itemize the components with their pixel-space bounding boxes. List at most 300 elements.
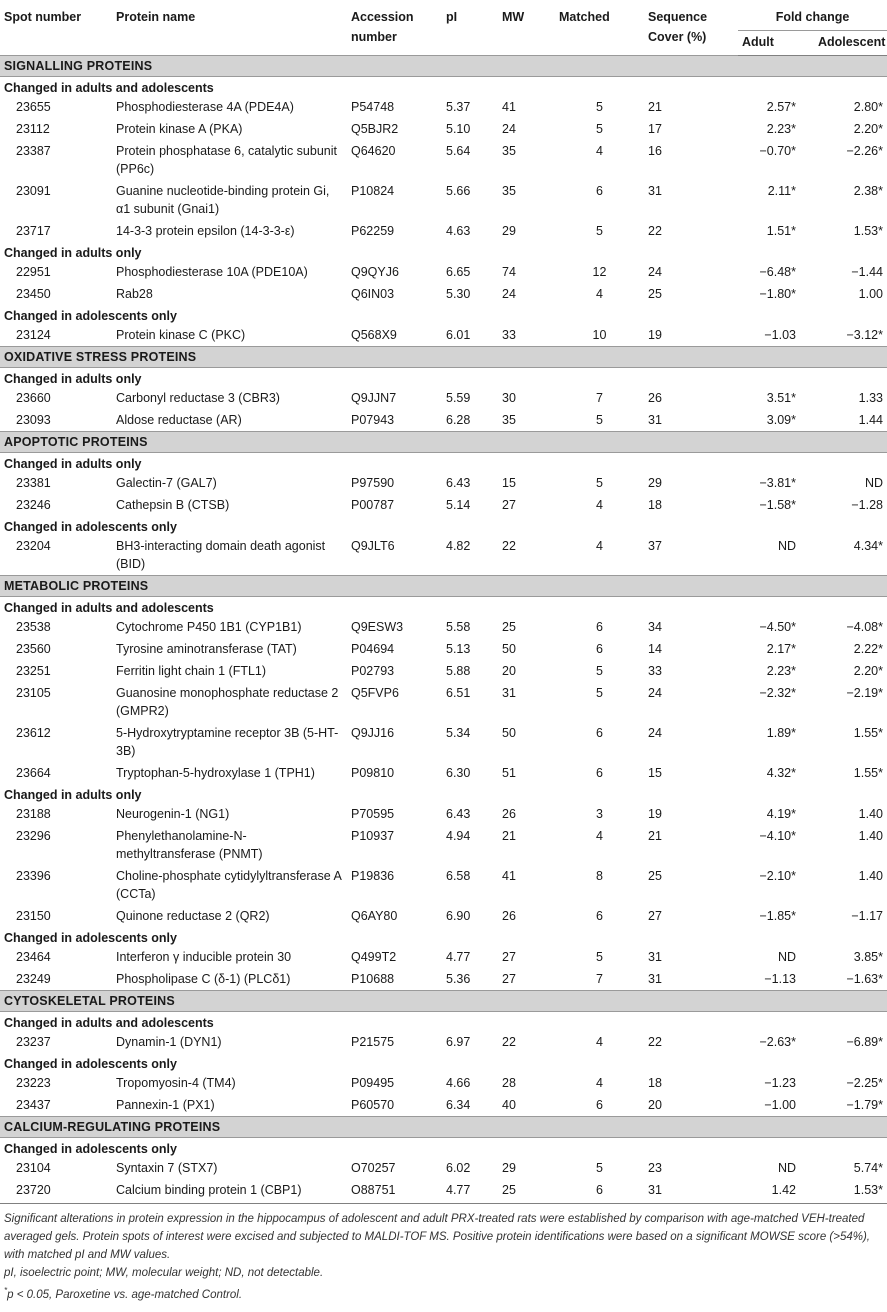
row-mw: 35: [502, 184, 516, 198]
row-fold-adolescent: 1.00: [858, 287, 883, 301]
row-pi: 6.58: [446, 869, 471, 883]
row-matched: 5: [596, 413, 603, 427]
table-row: [0, 283, 887, 305]
row-mw: 50: [502, 642, 516, 656]
row-accession: P10824: [351, 184, 395, 198]
table-row: [0, 494, 887, 516]
row-matched: 5: [596, 950, 603, 964]
row-sequence-cover: 18: [648, 498, 662, 512]
row-fold-adolescent: −1.63*: [846, 972, 883, 986]
row-mw: 26: [502, 909, 516, 923]
row-protein-name: Interferon γ inducible protein 30: [116, 950, 292, 964]
row-mw: 21: [502, 829, 516, 843]
table-row: [0, 762, 887, 784]
row-fold-adult: 1.42: [738, 1179, 814, 1204]
row-protein-name: Phenylethanolamine-N-methyltransferase (PNMT): [116, 829, 263, 861]
row-protein-name: Tyrosine aminotransferase (TAT): [116, 642, 297, 656]
footnote-description: Significant alterations in protein expression in the hippocampus of adolescent and adult PRX-treated rats were established by comparison with age-matched VEH-treated averaged gels. Protein spots of interest were excised and subjected to MALDI-TOF MS. Positive protein identifications were based on a significant MOWSE score (>54%), with matched pI and MW values.: [4, 1213, 871, 1261]
row-protein-name: Pannexin-1 (PX1): [116, 1098, 215, 1112]
row-fold-adolescent: 5.74*: [853, 1161, 883, 1175]
row-accession: P10937: [351, 829, 395, 843]
row-accession: P97590: [351, 476, 395, 490]
table-row: [0, 140, 887, 180]
row-spot-number: 23660: [16, 391, 51, 405]
row-fold-adult: 4.19*: [766, 807, 796, 821]
group-label-row: [0, 242, 887, 261]
row-fold-adult: −1.58*: [759, 498, 796, 512]
row-sequence-cover: 16: [648, 144, 662, 158]
row-spot-number: 23124: [16, 328, 51, 342]
row-matched: 6: [596, 909, 603, 923]
row-sequence-cover: 15: [648, 766, 662, 780]
row-protein-name: Guanine nucleotide-binding protein Gi, α1 subunit (Gnai1): [116, 184, 330, 216]
row-fold-adult: −1.23: [764, 1076, 796, 1090]
row-fold-adult: ND: [777, 950, 796, 964]
row-pi: 6.01: [446, 328, 471, 342]
row-accession: P62259: [351, 224, 395, 238]
row-mw: 15: [502, 476, 516, 490]
row-spot-number: 23717: [16, 224, 51, 238]
row-sequence-cover: 21: [648, 100, 662, 114]
group-label: Changed in adults and adolescents: [4, 80, 214, 95]
section-title: METABOLIC PROTEINS: [0, 576, 887, 597]
row-protein-name: 14-3-3 protein epsilon (14-3-3-ε): [116, 224, 295, 238]
row-spot-number: 23105: [16, 686, 51, 700]
row-sequence-cover: 25: [648, 287, 662, 301]
row-sequence-cover: 19: [648, 807, 662, 821]
row-spot-number: 23251: [16, 664, 51, 678]
row-accession: O88751: [347, 1179, 442, 1204]
row-spot-number: 23720: [0, 1179, 112, 1204]
row-pi: 6.02: [446, 1161, 471, 1175]
row-fold-adolescent: 2.22*: [853, 642, 883, 656]
row-accession: Q499T2: [351, 950, 397, 964]
header-adult: Adult: [738, 31, 814, 56]
row-mw: 31: [502, 686, 516, 700]
row-sequence-cover: 31: [648, 972, 662, 986]
row-fold-adult: −2.32*: [759, 686, 796, 700]
footnote-significance-text: p < 0.05, Paroxetine vs. age-matched Control.: [7, 1288, 243, 1301]
row-spot-number: 23464: [16, 950, 51, 964]
row-spot-number: 23437: [16, 1098, 51, 1112]
table-row: [0, 261, 887, 283]
row-fold-adolescent: 1.53*: [853, 224, 883, 238]
table-row: [0, 638, 887, 660]
row-protein-name: Protein kinase C (PKC): [116, 328, 246, 342]
row-matched: 5: [596, 686, 603, 700]
row-pi: 6.97: [446, 1035, 471, 1049]
row-sequence-cover: 24: [648, 265, 662, 279]
row-pi: 4.77: [442, 1179, 498, 1204]
row-fold-adolescent: ND: [864, 476, 883, 490]
row-pi: 5.34: [446, 726, 471, 740]
row-fold-adolescent: −1.79*: [846, 1098, 883, 1112]
table-row: [0, 722, 887, 762]
row-matched: 6: [596, 766, 603, 780]
row-sequence-cover: 20: [648, 1098, 662, 1112]
row-fold-adult: −6.48*: [759, 265, 796, 279]
row-sequence-cover: 26: [648, 391, 662, 405]
row-protein-name: Phospholipase C (δ-1) (PLCδ1): [116, 972, 291, 986]
row-sequence-cover: 37: [648, 539, 662, 553]
row-matched: 8: [596, 869, 603, 883]
row-pi: 6.51: [446, 686, 471, 700]
section-title: OXIDATIVE STRESS PROTEINS: [0, 347, 887, 368]
row-spot-number: 23093: [16, 413, 51, 427]
row-pi: 5.14: [446, 498, 471, 512]
row-sequence-cover: 24: [648, 726, 662, 740]
row-matched: 6: [596, 1098, 603, 1112]
row-spot-number: 23204: [16, 539, 51, 553]
row-accession: P60570: [351, 1098, 395, 1112]
section-header-row: [0, 432, 887, 453]
group-label-row: [0, 784, 887, 803]
row-mw: 29: [502, 224, 516, 238]
footnote-abbreviations: pI, isoelectric point; MW, molecular weight; ND, not detectable.: [4, 1267, 324, 1279]
row-matched: 5: [596, 1161, 603, 1175]
table-row: [0, 1179, 887, 1204]
row-mw: 35: [502, 144, 516, 158]
row-spot-number: 23223: [16, 1076, 51, 1090]
table-row: [0, 1072, 887, 1094]
row-matched: 7: [596, 972, 603, 986]
row-pi: 4.66: [446, 1076, 471, 1090]
row-accession: P10688: [351, 972, 395, 986]
row-pi: 5.30: [446, 287, 471, 301]
row-matched: 6: [596, 184, 603, 198]
row-fold-adolescent: 2.20*: [853, 664, 883, 678]
row-fold-adult: 2.17*: [766, 642, 796, 656]
row-accession: P07943: [351, 413, 395, 427]
row-accession: P19836: [351, 869, 395, 883]
table-header: [0, 0, 887, 56]
table-row: [0, 660, 887, 682]
row-pi: 5.88: [446, 664, 471, 678]
row-sequence-cover: 21: [648, 829, 662, 843]
row-fold-adolescent: −2.25*: [846, 1076, 883, 1090]
section-title: SIGNALLING PROTEINS: [0, 56, 887, 77]
table-row: [0, 324, 887, 347]
row-protein-name: Rab28: [116, 287, 153, 301]
row-matched: 5: [596, 100, 603, 114]
row-accession: Q5FVP6: [351, 686, 399, 700]
group-label-row: [0, 453, 887, 473]
row-protein-name: Calcium binding protein 1 (CBP1): [112, 1179, 347, 1204]
row-spot-number: 23249: [16, 972, 51, 986]
row-sequence-cover: 19: [648, 328, 662, 342]
footnote-mark: *: [4, 1286, 8, 1295]
row-pi: 5.66: [446, 184, 471, 198]
row-sequence-cover: 14: [648, 642, 662, 656]
table-row: [0, 682, 887, 722]
header-fold-change: Fold change: [738, 0, 887, 31]
row-pi: 5.37: [446, 100, 471, 114]
row-fold-adolescent: −2.26*: [846, 144, 883, 158]
row-mw: 27: [502, 950, 516, 964]
row-sequence-cover: 17: [648, 122, 662, 136]
row-matched: 4: [596, 144, 603, 158]
row-fold-adult: 2.23*: [766, 664, 796, 678]
section-title: APOPTOTIC PROTEINS: [0, 432, 887, 453]
row-spot-number: 23664: [16, 766, 51, 780]
row-pi: 6.43: [446, 807, 471, 821]
row-matched: 12: [592, 265, 607, 279]
row-pi: 5.36: [446, 972, 471, 986]
row-fold-adolescent: 1.33: [858, 391, 883, 405]
row-protein-name: Guanosine monophosphate reductase 2 (GMPR2): [116, 686, 339, 718]
row-spot-number: 23612: [16, 726, 51, 740]
row-pi: 6.34: [446, 1098, 471, 1112]
group-label-row: [0, 1012, 887, 1032]
row-mw: 27: [502, 498, 516, 512]
table-row: [0, 905, 887, 927]
group-label-row: [0, 516, 887, 535]
row-pi: 6.30: [446, 766, 471, 780]
row-protein-name: Cathepsin B (CTSB): [116, 498, 230, 512]
row-pi: 6.43: [446, 476, 471, 490]
row-protein-name: Quinone reductase 2 (QR2): [116, 909, 270, 923]
row-accession: P09495: [351, 1076, 395, 1090]
row-pi: 6.65: [446, 265, 471, 279]
table-row: [0, 118, 887, 140]
row-fold-adult: 4.32*: [766, 766, 796, 780]
row-sequence-cover: 34: [648, 620, 662, 634]
row-protein-name: Protein phosphatase 6, catalytic subunit (PP6c): [116, 144, 337, 176]
group-label-row: [0, 77, 887, 97]
row-matched: 6: [596, 642, 603, 656]
row-pi: 5.64: [446, 144, 471, 158]
row-protein-name: Protein kinase A (PKA): [116, 122, 243, 136]
row-protein-name: Dynamin-1 (DYN1): [116, 1035, 222, 1049]
header-mw: MW: [502, 10, 525, 24]
section-header-row: [0, 1117, 887, 1138]
row-mw: 22: [502, 539, 516, 553]
row-spot-number: 23246: [16, 498, 51, 512]
section-header-row: [0, 347, 887, 368]
row-fold-adult: −2.10*: [759, 869, 796, 883]
table-row: [0, 1094, 887, 1117]
row-sequence-cover: 29: [648, 476, 662, 490]
group-label: Changed in adolescents only: [4, 930, 177, 945]
row-sequence-cover: 27: [648, 909, 662, 923]
table-row: [0, 387, 887, 409]
row-accession: O70257: [351, 1161, 396, 1175]
row-matched: 7: [596, 391, 603, 405]
row-fold-adolescent: −1.17: [851, 909, 883, 923]
row-protein-name: Cytochrome P450 1B1 (CYP1B1): [116, 620, 302, 634]
row-matched: 4: [596, 1035, 603, 1049]
row-mw: 29: [502, 1161, 516, 1175]
row-spot-number: 23237: [16, 1035, 51, 1049]
row-fold-adolescent: −4.08*: [846, 620, 883, 634]
row-fold-adult: 3.51*: [766, 391, 796, 405]
row-protein-name: 5-Hydroxytryptamine receptor 3B (5-HT-3B): [116, 726, 339, 758]
row-fold-adolescent: 2.38*: [853, 184, 883, 198]
table-body: [0, 56, 887, 1204]
row-accession: Q9JLT6: [351, 539, 395, 553]
table-row: [0, 946, 887, 968]
row-mw: 41: [502, 869, 516, 883]
row-pi: 4.82: [446, 539, 471, 553]
row-fold-adolescent: −1.44: [851, 265, 883, 279]
row-fold-adolescent: 1.55*: [853, 766, 883, 780]
header-matched: Matched: [559, 10, 610, 24]
row-protein-name: Choline-phosphate cytidylyltransferase A (CCTa): [116, 869, 342, 901]
row-sequence-cover: 23: [648, 1161, 662, 1175]
row-accession: Q9QYJ6: [351, 265, 399, 279]
row-accession: P70595: [351, 807, 395, 821]
row-mw: 25: [498, 1179, 555, 1204]
section-header-row: [0, 56, 887, 77]
row-mw: 20: [502, 664, 516, 678]
row-spot-number: 23396: [16, 869, 51, 883]
row-protein-name: Tryptophan-5-hydroxylase 1 (TPH1): [116, 766, 315, 780]
row-fold-adult: 2.11*: [767, 184, 796, 198]
row-fold-adult: ND: [777, 539, 796, 553]
row-spot-number: 23091: [16, 184, 51, 198]
row-fold-adolescent: 4.34*: [853, 539, 883, 553]
row-mw: 50: [502, 726, 516, 740]
row-fold-adult: −1.85*: [759, 909, 796, 923]
row-fold-adolescent: 2.20*: [853, 122, 883, 136]
table-footnotes: [0, 1204, 887, 1304]
row-matched: 6: [555, 1179, 644, 1204]
row-accession: Q6AY80: [351, 909, 398, 923]
row-fold-adult: −4.10*: [759, 829, 796, 843]
row-protein-name: Neurogenin-1 (NG1): [116, 807, 230, 821]
row-mw: 24: [502, 122, 516, 136]
row-spot-number: 23381: [16, 476, 51, 490]
row-accession: P09810: [351, 766, 395, 780]
row-fold-adult: −0.70*: [759, 144, 796, 158]
row-accession: Q64620: [351, 144, 396, 158]
row-accession: P02793: [351, 664, 395, 678]
row-pi: 4.94: [446, 829, 471, 843]
group-label-row: [0, 927, 887, 946]
row-fold-adult: −1.03: [764, 328, 796, 342]
row-spot-number: 22951: [16, 265, 51, 279]
row-sequence-cover: 22: [648, 1035, 662, 1049]
row-fold-adolescent: 1.40: [858, 807, 883, 821]
section-header-row: [0, 991, 887, 1012]
row-matched: 6: [596, 620, 603, 634]
row-fold-adolescent: 1.40: [858, 829, 883, 843]
row-sequence-cover: 25: [648, 869, 662, 883]
row-protein-name: Ferritin light chain 1 (FTL1): [116, 664, 267, 678]
row-fold-adolescent: −2.19*: [846, 686, 883, 700]
row-fold-adolescent: −3.12*: [846, 328, 883, 342]
header-sequence-cover: Sequence Cover (%): [648, 10, 708, 44]
row-fold-adult: 2.23*: [766, 122, 796, 136]
row-protein-name: Tropomyosin-4 (TM4): [116, 1076, 236, 1090]
row-matched: 5: [596, 476, 603, 490]
row-mw: 74: [502, 265, 516, 279]
row-accession: Q6IN03: [351, 287, 395, 301]
section-title: CALCIUM-REGULATING PROTEINS: [0, 1117, 887, 1138]
row-fold-adolescent: 1.55*: [853, 726, 883, 740]
table-row: [0, 616, 887, 638]
footnote-significance: [4, 1282, 881, 1304]
row-pi: 4.63: [446, 224, 471, 238]
row-mw: 25: [502, 620, 516, 634]
row-protein-name: Carbonyl reductase 3 (CBR3): [116, 391, 280, 405]
row-sequence-cover: 18: [648, 1076, 662, 1090]
row-spot-number: 23188: [16, 807, 51, 821]
table-row: [0, 968, 887, 991]
row-spot-number: 23387: [16, 144, 51, 158]
group-label: Changed in adolescents only: [4, 1056, 177, 1071]
row-matched: 5: [596, 664, 603, 678]
row-fold-adolescent: 2.80*: [853, 100, 883, 114]
row-accession: P21575: [351, 1035, 395, 1049]
row-spot-number: 23538: [16, 620, 51, 634]
table-row: [0, 180, 887, 220]
row-protein-name: Phosphodiesterase 4A (PDE4A): [116, 100, 294, 114]
row-mw: 51: [502, 766, 516, 780]
group-label: Changed in adolescents only: [4, 519, 177, 534]
table-row: [0, 803, 887, 825]
row-accession: Q5BJR2: [351, 122, 399, 136]
row-pi: 5.58: [446, 620, 471, 634]
row-protein-name: Galectin-7 (GAL7): [116, 476, 217, 490]
section-header-row: [0, 576, 887, 597]
group-label: Changed in adults only: [4, 371, 142, 386]
group-label-row: [0, 368, 887, 388]
group-label: Changed in adults and adolescents: [4, 600, 214, 615]
group-label: Changed in adolescents only: [4, 308, 177, 323]
row-accession: Q568X9: [351, 328, 397, 342]
header-spot: Spot number: [4, 10, 82, 24]
row-matched: 4: [596, 498, 603, 512]
row-fold-adult: 1.89*: [766, 726, 796, 740]
table-row: [0, 472, 887, 494]
row-pi: 6.28: [446, 413, 471, 427]
row-mw: 35: [502, 413, 516, 427]
row-fold-adult: −1.00: [764, 1098, 796, 1112]
row-spot-number: 23150: [16, 909, 51, 923]
row-mw: 41: [502, 100, 516, 114]
row-accession: Q9JJN7: [351, 391, 397, 405]
header-accession: Accession number: [351, 10, 414, 44]
row-mw: 24: [502, 287, 516, 301]
row-protein-name: Aldose reductase (AR): [116, 413, 242, 427]
row-spot-number: 23560: [16, 642, 51, 656]
row-fold-adult: ND: [777, 1161, 796, 1175]
row-accession: P04694: [351, 642, 395, 656]
row-matched: 6: [596, 726, 603, 740]
row-mw: 27: [502, 972, 516, 986]
group-label: Changed in adults only: [4, 245, 142, 260]
row-fold-adult: −1.80*: [759, 287, 796, 301]
row-mw: 33: [502, 328, 516, 342]
group-label: Changed in adolescents only: [4, 1141, 177, 1156]
header-protein: Protein name: [116, 10, 196, 24]
group-label-row: [0, 305, 887, 324]
table-row: [0, 96, 887, 118]
row-mw: 40: [502, 1098, 516, 1112]
group-label-row: [0, 1138, 887, 1158]
row-pi: 5.59: [446, 391, 471, 405]
group-label-row: [0, 1053, 887, 1072]
row-spot-number: 23104: [16, 1161, 51, 1175]
row-matched: 4: [596, 287, 603, 301]
row-fold-adult: −2.63*: [759, 1035, 796, 1049]
row-sequence-cover: 24: [648, 686, 662, 700]
row-mw: 28: [502, 1076, 516, 1090]
row-accession: P54748: [351, 100, 395, 114]
row-accession: Q9ESW3: [351, 620, 404, 634]
row-matched: 4: [596, 829, 603, 843]
